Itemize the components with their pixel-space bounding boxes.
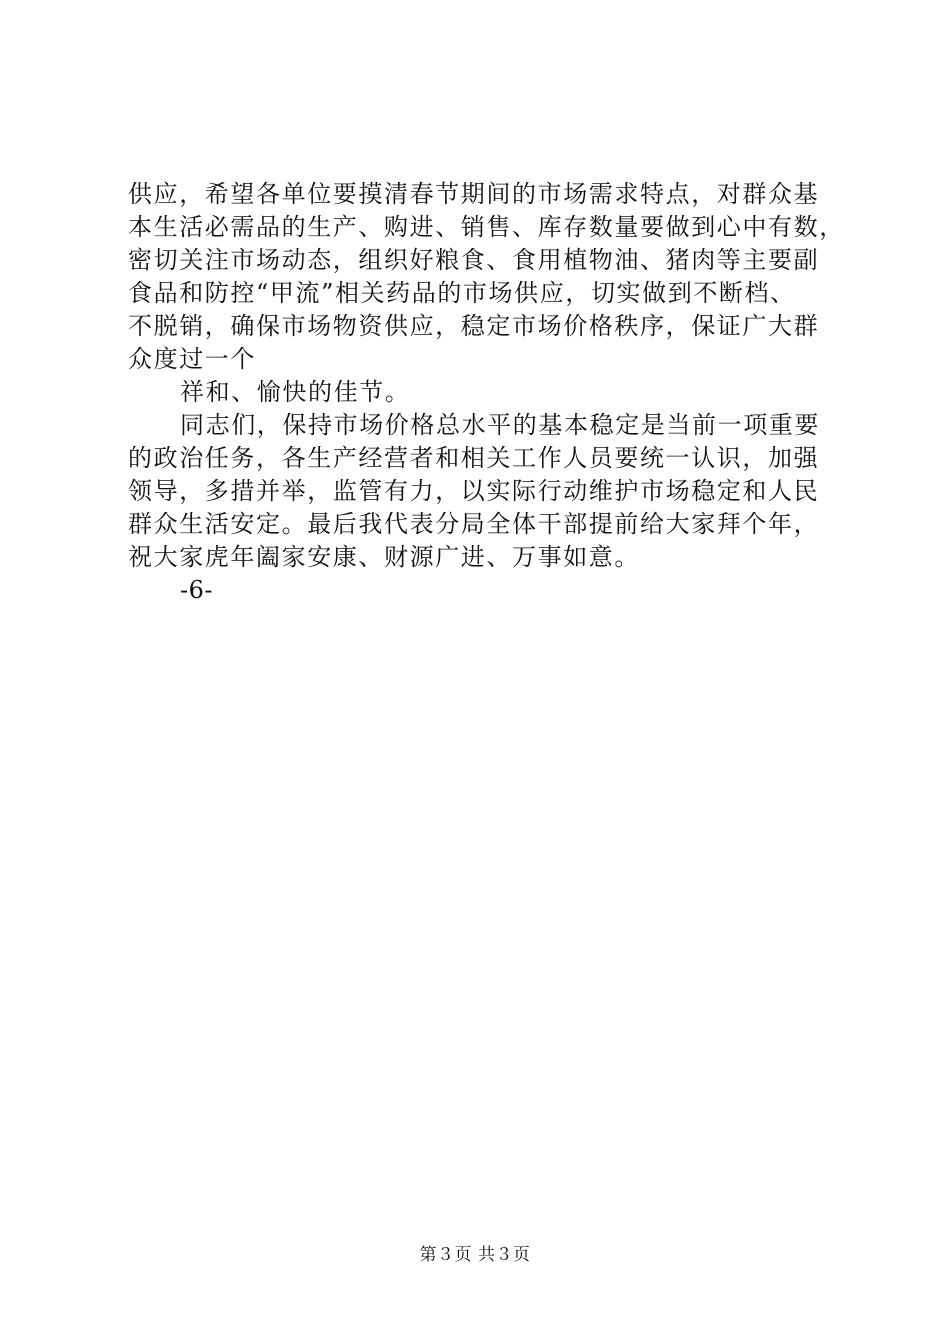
text-line: 本生活必需品的生产、购进、销售、库存数量要做到心中有数， — [128, 213, 845, 241]
text-line: 祝大家虎年阖家安康、财源广进、万事如意。 — [128, 543, 640, 571]
text-line: 祥和、愉快的佳节。 — [180, 378, 411, 406]
page-footer: 第３页 共３页 — [419, 1245, 531, 1265]
inline-page-number: -6- — [180, 576, 213, 604]
text-line: 密切关注市场动态，组织好粮食、食用植物油、猪肉等主要副 — [128, 246, 820, 274]
text-line: 不脱销，确保市场物资供应，稳定市场价格秩序，保证广大群 — [128, 312, 820, 340]
text-line: 领导，多措并举，监管有力，以实际行动维护市场稳定和人民 — [128, 477, 820, 505]
paragraph-start-line: 同志们，保持市场价格总水平的基本稳定是当前一项重要 — [180, 411, 820, 439]
document-body — [128, 178, 848, 607]
text-line: 食品和防控“甲流”相关药品的市场供应，切实做到不断档、 — [128, 279, 796, 307]
text-line: 众度过一个 — [128, 345, 256, 373]
text-line: 的政治任务，各生产经营者和相关工作人员要统一认识，加强 — [128, 444, 820, 472]
text-line: 群众生活安定。最后我代表分局全体干部提前给大家拜个年， — [128, 510, 820, 538]
text-line: 供应，希望各单位要摸清春节期间的市场需求特点，对群众基 — [128, 180, 820, 208]
